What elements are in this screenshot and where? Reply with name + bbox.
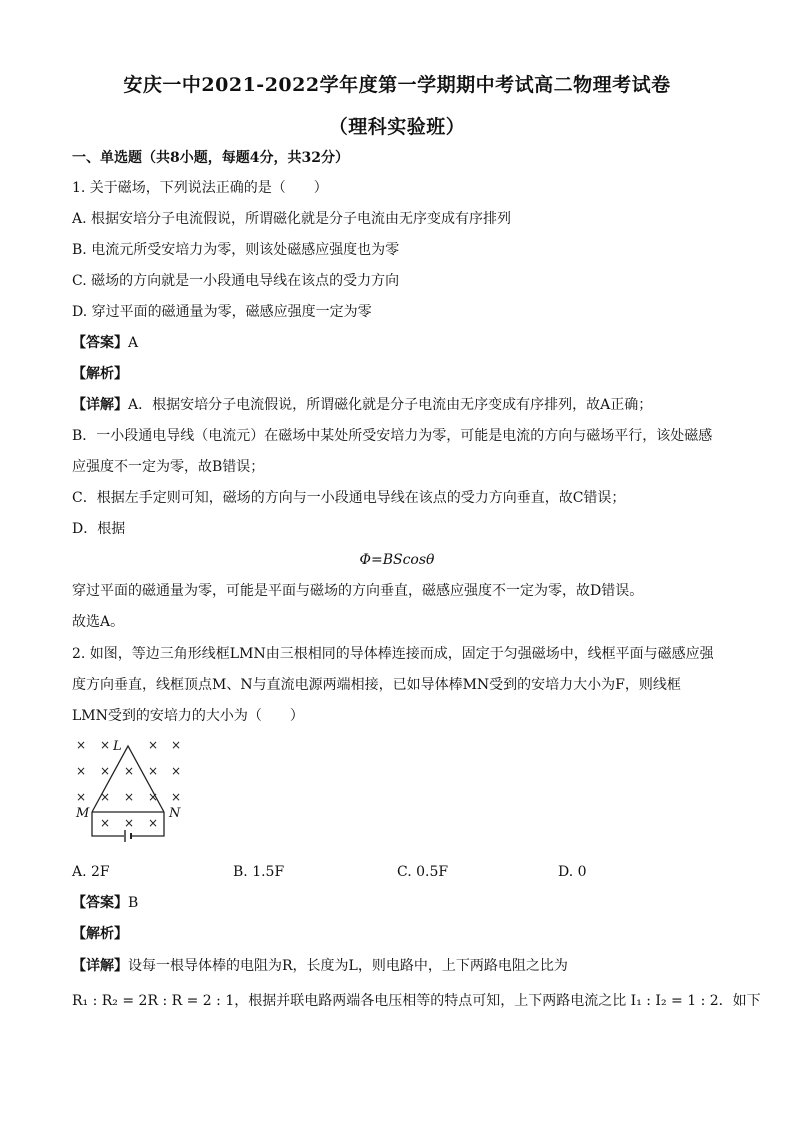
field-cross: × — [100, 816, 111, 830]
q1-answer — [72, 333, 732, 353]
q2-circuit-figure — [72, 735, 192, 847]
q2-stem-line-2: 度方向垂直，线框顶点M、N与直流电源两端相接，已如导体棒MN受到的安培力大小为F，则线框 — [72, 677, 681, 693]
q2-analysis-tag: 【解析】 — [72, 926, 128, 942]
q2-answer-value: B — [128, 895, 139, 911]
q1-detail-line-5: D．根据 — [72, 521, 126, 537]
vertex-label-n: N — [169, 806, 181, 821]
q2-answer-tag: 【答案】 — [72, 895, 128, 911]
section-heading: 一、单选题（共8小题，每题4分，共32分） — [72, 150, 349, 166]
field-cross: × — [148, 764, 159, 778]
q1-after-formula: 穿过平面的磁通量为零，可能是平面与磁场的方向垂直，磁感应强度不一定为零，故D错误。 — [72, 583, 644, 599]
q1-conclusion: 故选A。 — [72, 614, 125, 630]
field-cross: × — [171, 738, 182, 752]
q1-option-c: C. 磁场的方向就是一小段通电导线在该点的受力方向 — [72, 273, 400, 289]
exam-subtitle: （理科实验班） — [328, 116, 466, 138]
field-cross: × — [124, 764, 135, 778]
q2-stem-line-1: 2. 如图，等边三角形线框LMN由三根相同的导体棒连接而成，固定于匀强磁场中，线框平面与磁感应强 — [72, 646, 714, 662]
q1-detail-line-1 — [72, 395, 732, 415]
field-cross: × — [148, 738, 159, 752]
field-cross: × — [76, 764, 87, 778]
field-cross: × — [124, 790, 135, 804]
q1-analysis-tag: 【解析】 — [72, 366, 128, 382]
q2-option-d: D. 0 — [558, 864, 587, 880]
field-cross: × — [148, 816, 159, 830]
field-cross: × — [124, 816, 135, 830]
q2-detail-text-1: 设每一根导体棒的电阻为R，长度为L，则电路中，上下两路电阻之比为 — [128, 958, 568, 974]
q1-option-a: A. 根据安培分子电流假说，所谓磁化就是分子电流由无序变成有序排列 — [72, 211, 512, 227]
q1-detail-line-3: 应强度不一定为零，故B错误； — [72, 459, 265, 475]
vertex-label-l: L — [113, 739, 122, 754]
field-cross: × — [100, 738, 111, 752]
q1-detail-line-4: C．根据左手定则可知，磁场的方向与一小段通电导线在该点的受力方向垂直，故C错误； — [72, 490, 626, 506]
q2-detail-tag: 【详解】 — [72, 958, 128, 974]
q2-detail-line-2: R₁ : R₂ = 2R : R = 2 : 1，根据并联电路两端各电压相等的特点可知，上下两路电流之比 I₁ : I₂ = 1 : 2．如下 — [72, 993, 761, 1009]
q2-option-b: B. 1.5F — [233, 864, 285, 880]
q2-detail-line-1 — [72, 956, 732, 976]
q1-option-b: B. 电流元所受安培力为零，则该处磁感应强度也为零 — [72, 242, 400, 258]
q1-answer-tag: 【答案】 — [72, 335, 128, 351]
field-cross: × — [76, 738, 87, 752]
q1-detail-tag: 【详解】 — [72, 397, 128, 413]
field-cross: × — [171, 790, 182, 804]
q1-answer-value: A — [128, 335, 139, 351]
q1-option-d: D. 穿过平面的磁通量为零，磁感应强度一定为零 — [72, 304, 372, 320]
exam-title: 安庆一中2021-2022学年度第一学期期中考试高二物理考试卷 — [123, 74, 671, 96]
field-cross: × — [171, 764, 182, 778]
q2-option-a: A. 2F — [72, 864, 110, 880]
field-cross: × — [76, 790, 87, 804]
q2-option-c: C. 0.5F — [397, 864, 449, 880]
q1-stem: 1. 关于磁场，下列说法正确的是（ ） — [72, 180, 328, 196]
q1-formula: Φ=BScosθ — [359, 552, 435, 568]
q1-detail-text-1: A．根据安培分子电流假说，所谓磁化就是分子电流由无序变成有序排列，故A正确； — [128, 397, 653, 413]
q2-answer — [72, 893, 732, 913]
field-cross: × — [100, 790, 111, 804]
q1-detail-line-2: B．一小段通电导线（电流元）在磁场中某处所受安培力为零，可能是电流的方向与磁场平行，该处磁感 — [72, 428, 713, 444]
field-cross: × — [100, 764, 111, 778]
field-cross: × — [148, 790, 159, 804]
vertex-label-m: M — [76, 806, 90, 821]
triangle-circuit-diagram — [72, 735, 192, 847]
q2-stem-line-3: LMN受到的安培力的大小为（ ） — [72, 708, 304, 724]
